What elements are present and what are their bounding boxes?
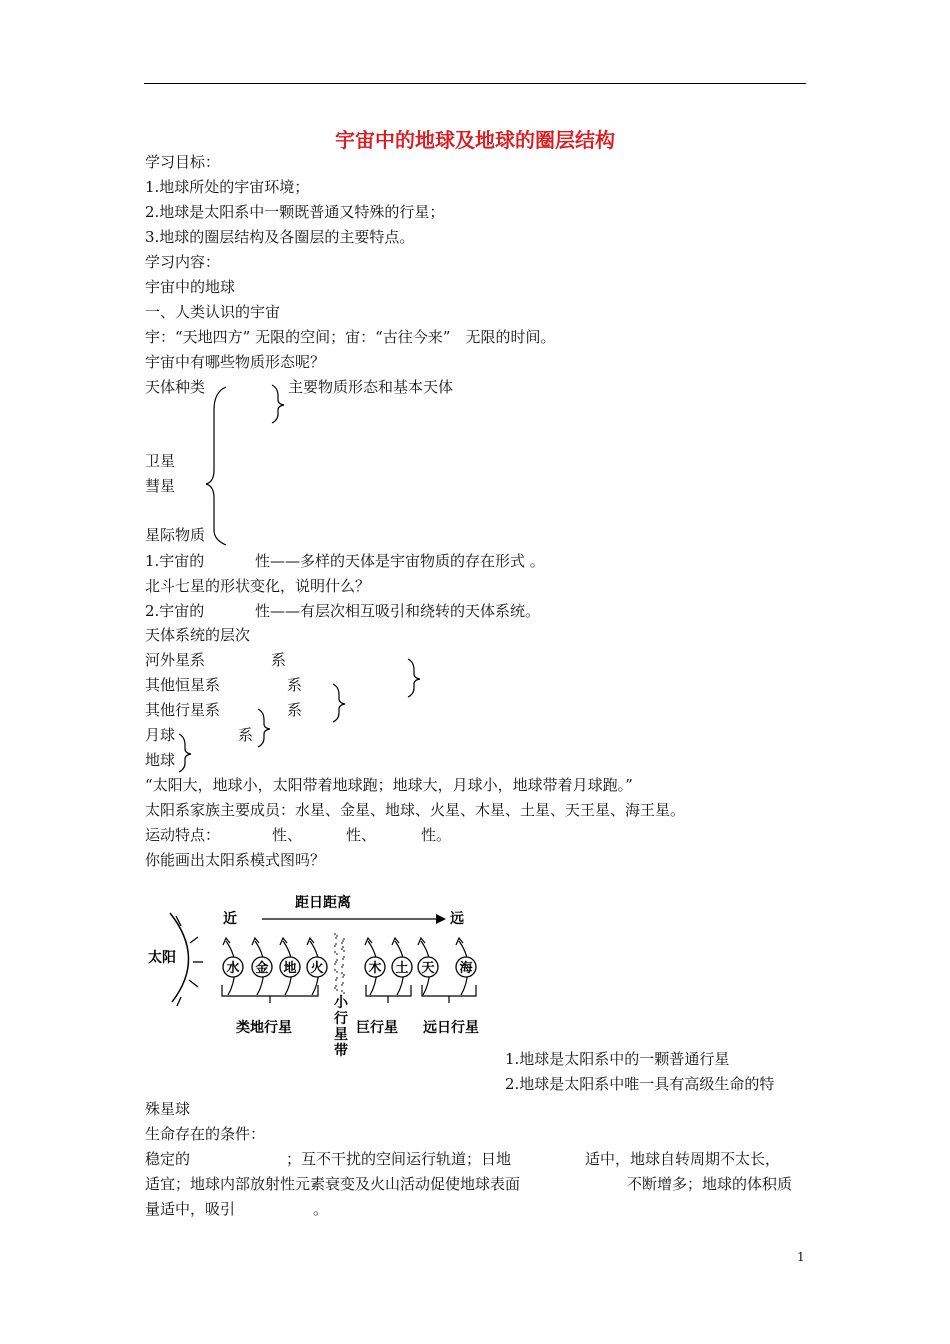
xi-label: 系	[271, 651, 287, 669]
page-number: 1	[797, 1250, 805, 1264]
asteroid-dot	[335, 985, 337, 987]
main-forms-label: 主要物质形态和基本天体	[288, 378, 454, 396]
hierarchy-brace	[258, 709, 270, 747]
asteroid-dot	[336, 971, 338, 973]
comet-label: 彗星	[145, 477, 176, 495]
sun-label: 太阳	[148, 950, 176, 966]
draw-question: 你能画出太阳系模式图吗？	[145, 851, 326, 869]
asteroid-dot	[335, 943, 337, 945]
point-special-cont: 殊星球	[145, 1100, 191, 1118]
planet-label: 海	[459, 961, 473, 976]
subsection-title: 一、人类认识的宇宙	[145, 303, 281, 321]
asteroid-dot	[341, 942, 343, 944]
point-ordinary: 1.地球是太阳系中的一颗普通行星	[505, 1050, 730, 1068]
asteroid-dot	[336, 989, 338, 991]
arrow-head	[436, 914, 446, 924]
xi-label: 系	[238, 726, 254, 744]
content-heading: 学习内容：	[145, 253, 221, 271]
hierarchy-brace	[333, 684, 345, 722]
planet-label: 天	[421, 961, 435, 976]
asteroid-dot	[342, 976, 344, 978]
near-label: 近	[223, 911, 237, 927]
members-line: 太阳系家族主要成员：水星、金星、地球、火星、木星、土星、天王星、海王星。	[145, 801, 686, 819]
other-planet-label: 其他行星系	[145, 701, 221, 719]
giant-label: 巨行星	[356, 1020, 398, 1036]
satellite-label: 卫星	[145, 452, 176, 470]
planet-label: 木	[368, 961, 382, 976]
definition-line: 宇：“天地四方” 无限的空间；宙：“古往今来” 无限的时间。	[145, 328, 556, 346]
question-line: 北斗七星的形状变化，说明什么？	[145, 577, 371, 595]
planet-label: 土	[395, 961, 409, 976]
goal-item: 1.地球所处的宇宙环境；	[145, 178, 310, 196]
condition-line: 适中，地球自转周期不太长，	[585, 1150, 781, 1168]
kinds-brace	[206, 387, 226, 545]
planet-group	[223, 938, 476, 995]
asteroid-dot	[343, 938, 345, 940]
levels-heading: 天体系统的层次	[145, 626, 251, 644]
quote-line: “太阳大，地球小，太阳带着地球跑；地球大，月球小，地球带着月球跑。”	[145, 776, 633, 794]
condition-line: 。	[313, 1200, 329, 1218]
other-star-label: 其他恒星系	[145, 676, 221, 694]
point-2-a: 2.宇宙的	[145, 602, 205, 620]
asteroid-dot	[341, 966, 343, 968]
planet-label: 火	[310, 961, 324, 976]
planet-label: 地	[283, 961, 297, 976]
asteroid-dot	[342, 940, 344, 942]
asteroid-dot	[335, 979, 337, 981]
point-special: 2.地球是太阳系中唯一具有高级生命的特	[505, 1075, 775, 1093]
asteroid-dot	[341, 990, 343, 992]
asteroid-dot	[334, 963, 336, 965]
asteroid-dot	[342, 946, 344, 948]
condition-line: ；互不干扰的空间运行轨道；日地	[286, 1150, 512, 1168]
xi-label: 系	[287, 676, 303, 694]
point-1-a: 1.宇宙的	[145, 552, 205, 570]
moon-label: 月球	[145, 726, 176, 744]
section-title: 宇宙中的地球	[145, 278, 236, 296]
earth-label: 地球	[145, 751, 176, 769]
hierarchy-brace	[179, 734, 191, 772]
motion-label: 运动特点：	[145, 826, 221, 844]
motion-blank: 性、	[272, 826, 303, 844]
page-title: 宇宙中的地球及地球的圈层结构	[335, 128, 615, 152]
terrestrial-bracket	[222, 985, 318, 996]
asteroid-dot	[343, 974, 345, 976]
interstellar-label: 星际物质	[145, 526, 206, 544]
xi-label: 系	[287, 701, 303, 719]
asteroid-dot	[341, 972, 343, 974]
goal-item: 3.地球的圈层结构及各圈层的主要特点。	[145, 228, 415, 246]
outer-label: 远日行星	[423, 1020, 479, 1036]
condition-line: 适宜；地球内部放射性元素衰变及火山活动促使地球表面	[145, 1175, 521, 1193]
point-2-b: 性——有层次相互吸引和绕转的天体系统。	[255, 602, 541, 620]
main-forms-brace	[272, 385, 284, 423]
asteroid-dot	[334, 945, 336, 947]
asteroid-dot	[343, 950, 345, 952]
outer-bracket	[422, 985, 476, 996]
asteroid-dot	[336, 953, 338, 955]
goal-heading: 学习目标：	[145, 153, 221, 171]
motion-blank: 性。	[421, 826, 452, 844]
asteroid-dot	[343, 992, 345, 994]
terrestrial-label: 类地行星	[236, 1020, 292, 1036]
asteroid-belt	[334, 933, 345, 994]
planet-label: 金	[255, 961, 269, 976]
hierarchy-brace	[408, 659, 420, 697]
asteroid-dot	[334, 987, 336, 989]
goal-item: 2.地球是太阳系中一颗既普通又特殊的行星；	[145, 203, 445, 221]
asteroid-label: 小行星带	[334, 995, 348, 1059]
asteroid-dot	[342, 982, 344, 984]
planet-label: 水	[226, 961, 240, 976]
asteroid-dot	[342, 958, 344, 960]
point-1-b: 性——多样的天体是宇宙物质的存在形式 。	[255, 552, 545, 570]
asteroid-dot	[342, 964, 344, 966]
life-heading: 生命存在的条件：	[145, 1125, 266, 1143]
asteroid-dot	[335, 961, 337, 963]
asteroid-dot	[335, 937, 337, 939]
asteroid-dot	[336, 959, 338, 961]
asteroid-dot	[343, 956, 345, 958]
question-line: 宇宙中有哪些物质形态呢？	[145, 353, 326, 371]
condition-line: 不断增多；地球的体积质	[627, 1175, 793, 1193]
asteroid-dot	[336, 977, 338, 979]
asteroid-dot	[334, 951, 336, 953]
asteroid-dot	[334, 933, 336, 935]
motion-blank: 性、	[346, 826, 377, 844]
condition-line: 量适中，吸引	[145, 1200, 236, 1218]
distance-label: 距日距离	[295, 895, 351, 911]
asteroid-dot	[336, 935, 338, 937]
galaxy-label: 河外星系	[145, 651, 206, 669]
asteroid-dot	[341, 984, 343, 986]
condition-line: 稳定的	[145, 1150, 191, 1168]
celestial-kinds: 天体种类	[145, 378, 206, 396]
asteroid-dot	[341, 948, 343, 950]
asteroid-dot	[334, 969, 336, 971]
far-label: 远	[450, 911, 464, 927]
